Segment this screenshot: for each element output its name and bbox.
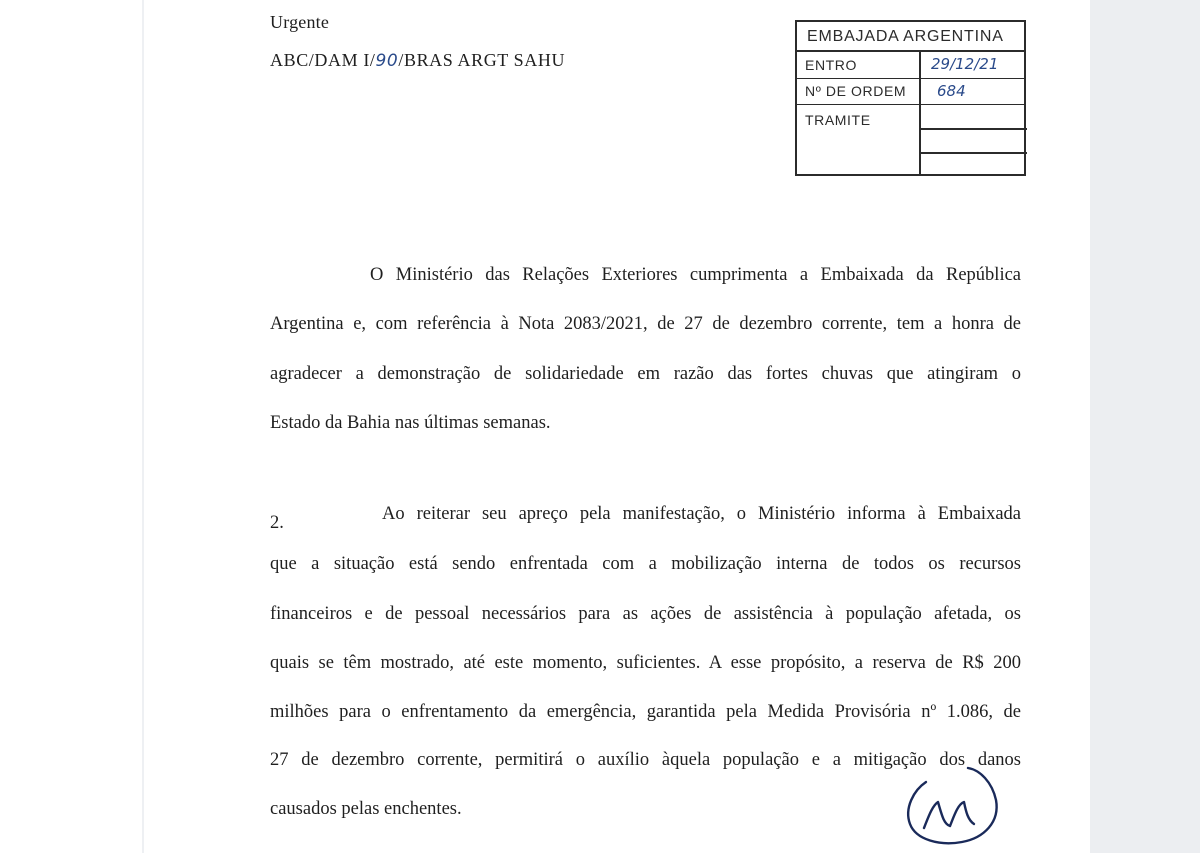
paragraph-1-line: Argentina e, com referência à Nota 2083/2021, de 27 de dezembro corrente, tem a honra de	[270, 314, 1021, 334]
right-gutter	[1090, 0, 1200, 853]
stamp-divider	[919, 105, 921, 176]
paragraph-1-line: agradecer a demonstração de solidariedade em razão das fortes chuvas que atingiram o	[270, 364, 1021, 384]
paragraph-2-line: que a situação está sendo enfrentada com a mobilização interna de todos os recursos	[270, 554, 1021, 574]
reference-suffix: /BRAS ARGT SAHU	[398, 50, 566, 70]
left-margin	[0, 0, 142, 853]
stamp-divider	[919, 52, 921, 79]
handwritten-signature	[896, 760, 1006, 850]
paragraph-2-number: 2.	[270, 513, 284, 533]
paragraph-1-line: O Ministério das Relações Exteriores cumprimenta a Embaixada da República	[370, 265, 1021, 285]
document-page	[144, 0, 1090, 853]
paragraph-2-line: milhões para o enfrentamento da emergência, garantida pela Medida Provisória nº 1.086, de	[270, 702, 1021, 722]
stamp-order-row	[797, 79, 1024, 105]
stamp-entry-label: ENTRO	[805, 57, 857, 73]
stamp-divider	[919, 79, 921, 105]
stamp-entry-row	[797, 52, 1024, 79]
paragraph-1-line: Estado da Bahia nas últimas semanas.	[270, 413, 551, 433]
embassy-receipt-stamp	[795, 20, 1026, 176]
paragraph-2-line: causados pelas enchentes.	[270, 799, 462, 819]
reference-prefix: ABC/DAM I/	[270, 50, 376, 70]
paragraph-2-line: 27 de dezembro corrente, permitirá o auxílio àquela população e a mitigação dos danos	[270, 750, 1021, 770]
stamp-divider	[919, 128, 1027, 130]
paragraph-2-line: financeiros e de pessoal necessários para as ações de assistência à população afetada, os	[270, 604, 1021, 624]
reference-handwritten-number: 90	[375, 51, 399, 71]
stamp-tramite-label: TRAMITE	[805, 112, 871, 128]
paragraph-2-line: Ao reiterar seu apreço pela manifestação, o Ministério informa à Embaixada	[382, 504, 1021, 524]
stamp-entry-date: 29/12/21	[931, 55, 999, 73]
stamp-divider	[919, 152, 1027, 154]
urgency-label: Urgente	[270, 12, 330, 32]
paragraph-2-line: quais se têm mostrado, até este momento, suficientes. A esse propósito, a reserva de R$ 200	[270, 653, 1021, 673]
stamp-order-label: Nº DE ORDEM	[805, 83, 907, 99]
reference-code	[270, 50, 565, 71]
stamp-title: EMBAJADA ARGENTINA	[797, 22, 1024, 52]
stamp-order-number: 684	[937, 82, 966, 100]
